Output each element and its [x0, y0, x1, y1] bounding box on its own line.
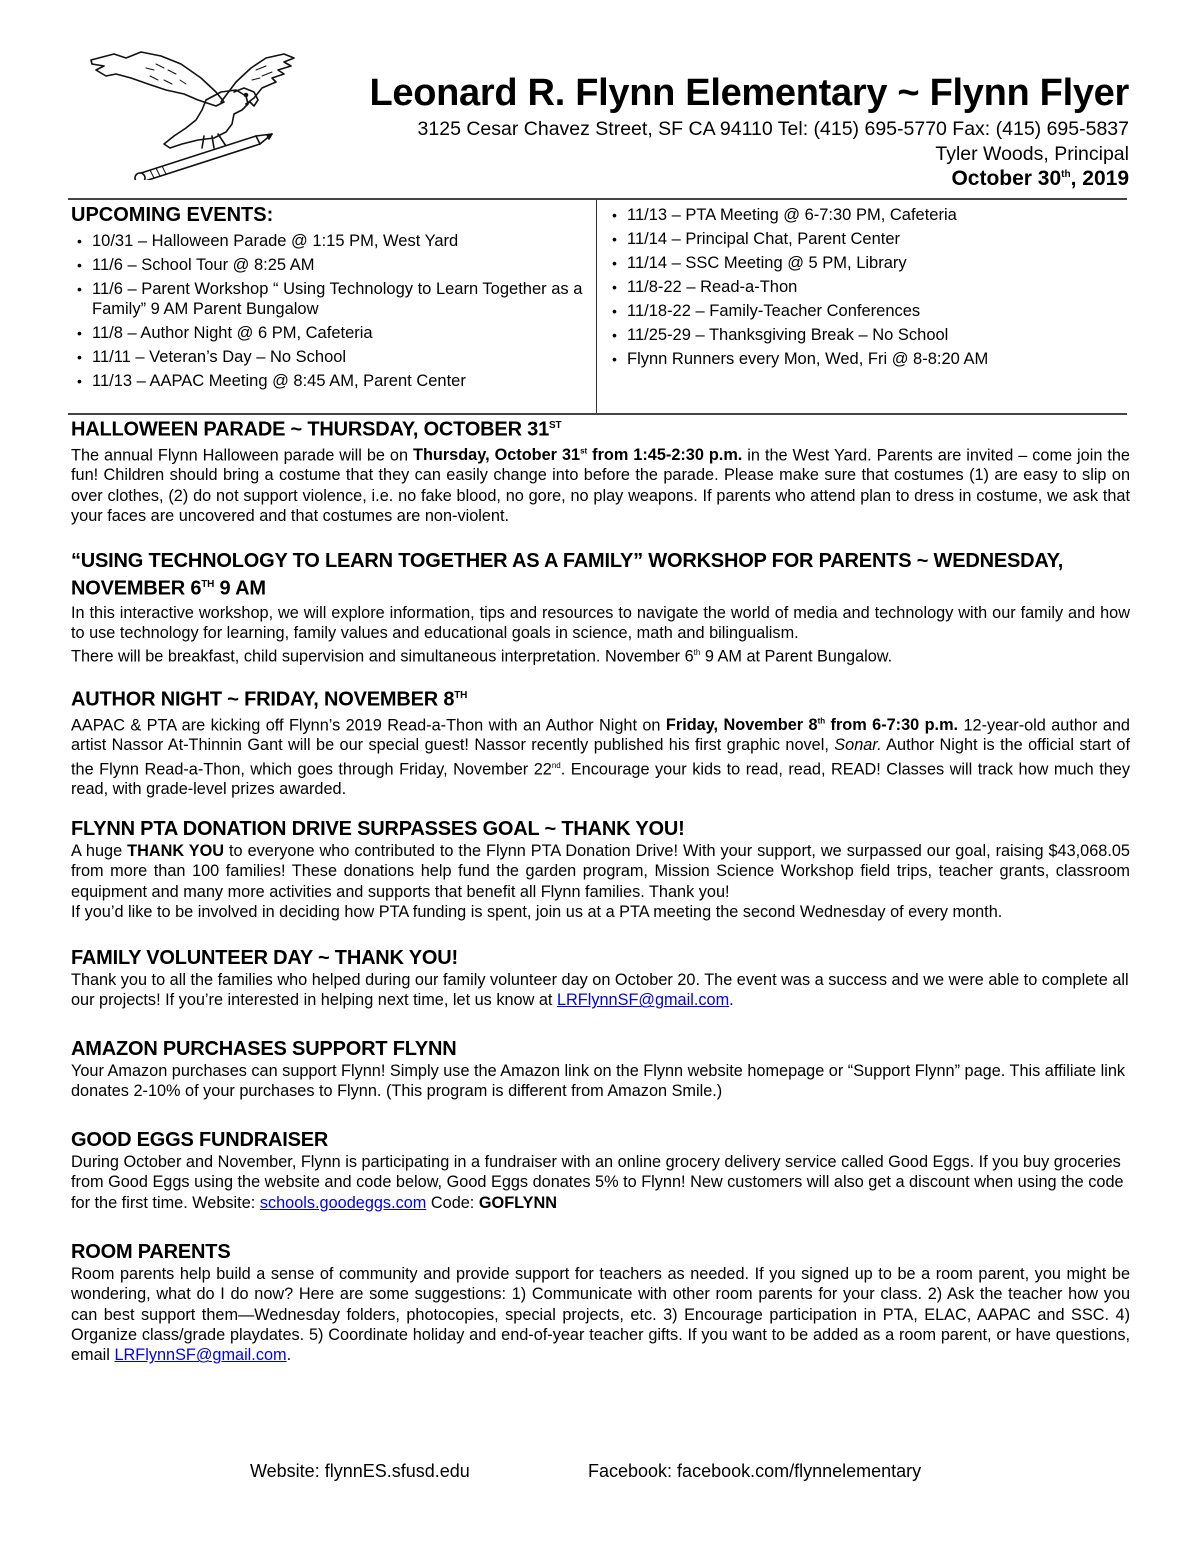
- bullet-icon: •: [612, 279, 617, 295]
- bullet-icon: •: [612, 351, 617, 367]
- bullet-icon: •: [612, 327, 617, 343]
- bullet-icon: •: [612, 207, 617, 223]
- section-body: Room parents help build a sense of community and provide support for teachers as needed. If you signed up to be a room parent, you might be wondering, what do I do now? Here are some suggestions: 1) Communicate with other room parents for your class. 2) Ask the teacher how you can best support them—Wednesday folders, photocopies, special projects, etc. 3) Encourage participation in PTA, ELAC, AAPAC and SSC. 4) Organize class/grade playdates. 5) Coordinate holiday and end-of-year teacher gifts. If you want to be added as a room parent, or have questions, email LRFlynnSF@gmail.com.: [71, 1265, 1130, 1365]
- section-body: AAPAC & PTA are kicking off Flynn’s 2019 Read-a-Thon with an Author Night on Friday, November 8th from 6-7:30 p.m. 12-year-old author and artist Nassor At-Thinnin Gant will be our special guest! Nassor recently published his first graphic novel, Sonar. Author Night is the official start of the Flynn Read-a-Thon, which goes through Friday, November 22nd. Encourage your kids to read, read, READ! Classes will track how much they read, with grade-level prizes awarded.: [71, 716, 1131, 799]
- column-divider: [596, 200, 597, 413]
- event-item: • Flynn Runners every Mon, Wed, Fri @ 8-8:20 AM: [612, 350, 989, 368]
- event-item: • 11/13 – PTA Meeting @ 6-7:30 PM, Cafeteria: [612, 206, 957, 224]
- section-good-eggs-fundraiser: [71, 1128, 1130, 1213]
- section-body: In this interactive workshop, we will explore information, tips and resources to navigate the world of media and technology with our family and how to use technology for learning, family values and educational goals in science, math and bilingualism.: [71, 603, 1130, 642]
- event-item: • 11/14 – Principal Chat, Parent Center: [612, 230, 901, 248]
- section-amazon-purchases: [71, 1037, 1130, 1102]
- event-item: • 10/31 – Halloween Parade @ 1:15 PM, West Yard: [77, 232, 459, 250]
- event-item: • 11/25-29 – Thanksgiving Break – No School: [612, 326, 949, 344]
- section-heading: GOOD EGGS FUNDRAISER: [71, 1129, 329, 1151]
- event-item: • 11/11 – Veteran’s Day – No School: [77, 348, 347, 366]
- upcoming-events-table: [68, 198, 1127, 415]
- section-body: During October and November, Flynn is participating in a fundraiser with an online grocery delivery service called Good Eggs. If you buy groceries from Good Eggs using the website and code below, Good Eggs donates 5% to Flynn! New customers will also get a discount when using the code for the first time. Website: schools.goodeggs.com Code: GOFLYNN: [71, 1153, 1124, 1212]
- bullet-icon: •: [612, 255, 617, 271]
- school-address-contact: 3125 Cesar Chavez Street, SF CA 94110 Tel: (415) 695-5770 Fax: (415) 695-5837: [417, 118, 1129, 140]
- section-body: A huge THANK YOU to everyone who contributed to the Flynn PTA Donation Drive! With your support, we surpassed our goal, raising $43,068.05 from more than 100 families! These donations help fund the garden program, Mission Science Workshop field trips, teacher grants, classroom equipment and many more activities and supports that benefit all Flynn families. Thank you!: [71, 842, 1130, 901]
- bullet-icon: •: [612, 303, 617, 319]
- promo-code: GOFLYNN: [478, 1193, 557, 1212]
- bullet-icon: •: [77, 373, 82, 389]
- events-heading: UPCOMING EVENTS:: [71, 204, 274, 226]
- section-heading: AUTHOR NIGHT ~ FRIDAY, NOVEMBER 8TH: [71, 688, 468, 711]
- bullet-icon: •: [77, 233, 82, 249]
- section-heading: FAMILY VOLUNTEER DAY ~ THANK YOU!: [71, 947, 458, 969]
- events-list-left: [71, 231, 591, 391]
- issue-date: October 30th, 2019: [951, 167, 1129, 190]
- section-technology-workshop: [71, 549, 1130, 667]
- event-item: • 11/13 – AAPAC Meeting @ 8:45 AM, Parent Center: [77, 372, 466, 390]
- section-family-volunteer-day: [71, 946, 1130, 1011]
- section-body: Thank you to all the families who helped during our family volunteer day on October 20. The event was a success and we were able to complete all our projects! If you’re interested in helping next time, let us know at LRFlynnSF@gmail.com.: [71, 971, 1129, 1010]
- goodeggs-website-link[interactable]: schools.goodeggs.com: [259, 1193, 427, 1212]
- section-body: The annual Flynn Halloween parade will be on Thursday, October 31st from 1:45-2:30 p.m. in the West Yard. Parents are invited – come join the fun! Children should bring a costume that they can easily change into before the parade. Please make sure that costumes (1) are easy to slip on over clothes, (2) do not support violence, i.e. no fake blood, no gore, no play weapons. If parents who attend plan to dress in costume, we ask that your faces are uncovered and that costumes are non-violent.: [71, 446, 1130, 525]
- section-heading: ROOM PARENTS: [71, 1241, 231, 1263]
- events-column-left: [71, 204, 591, 395]
- footer-website: Website: flynnES.sfusd.edu: [250, 1461, 470, 1481]
- section-body: If you’d like to be involved in deciding how PTA funding is spent, join us at a PTA meeting the second Wednesday of every month.: [71, 902, 1003, 921]
- bullet-icon: •: [612, 231, 617, 247]
- events-list-right: [606, 205, 1126, 369]
- footer-facebook: Facebook: facebook.com/flynnelementary: [588, 1461, 922, 1481]
- bullet-icon: •: [77, 257, 82, 273]
- event-item: • 11/6 – Parent Workshop “ Using Technology to Learn Together as a Family” 9 AM Parent Bungalow: [77, 280, 583, 318]
- section-heading: “USING TECHNOLOGY TO LEARN TOGETHER AS A FAMILY” WORKSHOP FOR PARENTS ~ WEDNESDAY, NOVEMBER 6TH 9 AM: [71, 550, 1064, 600]
- event-item: • 11/14 – SSC Meeting @ 5 PM, Library: [612, 254, 907, 272]
- section-author-night: [71, 684, 1130, 800]
- section-heading: AMAZON PURCHASES SUPPORT FLYNN: [71, 1038, 457, 1060]
- email-link[interactable]: LRFlynnSF@gmail.com: [114, 1346, 287, 1365]
- section-room-parents: [71, 1240, 1130, 1365]
- email-link[interactable]: LRFlynnSF@gmail.com: [556, 991, 730, 1010]
- event-item: • 11/6 – School Tour @ 8:25 AM: [77, 256, 315, 274]
- section-pta-donation-drive: [71, 817, 1130, 922]
- principal-name: Tyler Woods, Principal: [935, 143, 1129, 165]
- eagle-on-pencil-icon: [86, 40, 296, 180]
- bullet-icon: •: [77, 325, 82, 341]
- bullet-icon: •: [77, 281, 82, 297]
- events-column-right: [606, 205, 1126, 373]
- section-heading: HALLOWEEN PARADE ~ THURSDAY, OCTOBER 31ST: [71, 418, 562, 441]
- event-item: • 11/8-22 – Read-a-Thon: [612, 278, 798, 296]
- section-body: There will be breakfast, child supervision and simultaneous interpretation. November 6th 9 AM at Parent Bungalow.: [71, 647, 893, 666]
- event-item: • 11/8 – Author Night @ 6 PM, Cafeteria: [77, 324, 373, 342]
- section-heading: FLYNN PTA DONATION DRIVE SURPASSES GOAL ~ THANK YOU!: [71, 818, 685, 840]
- newsletter-title: Leonard R. Flynn Elementary ~ Flynn Flyer: [369, 72, 1129, 114]
- event-item: • 11/18-22 – Family-Teacher Conferences: [612, 302, 921, 320]
- section-halloween-parade: [71, 414, 1130, 526]
- bullet-icon: •: [77, 349, 82, 365]
- section-body: Your Amazon purchases can support Flynn! Simply use the Amazon link on the Flynn website homepage or “Support Flynn” page. This affiliate link donates 2-10% of your purchases to Flynn. (This program is different from Amazon Smile.): [71, 1062, 1126, 1101]
